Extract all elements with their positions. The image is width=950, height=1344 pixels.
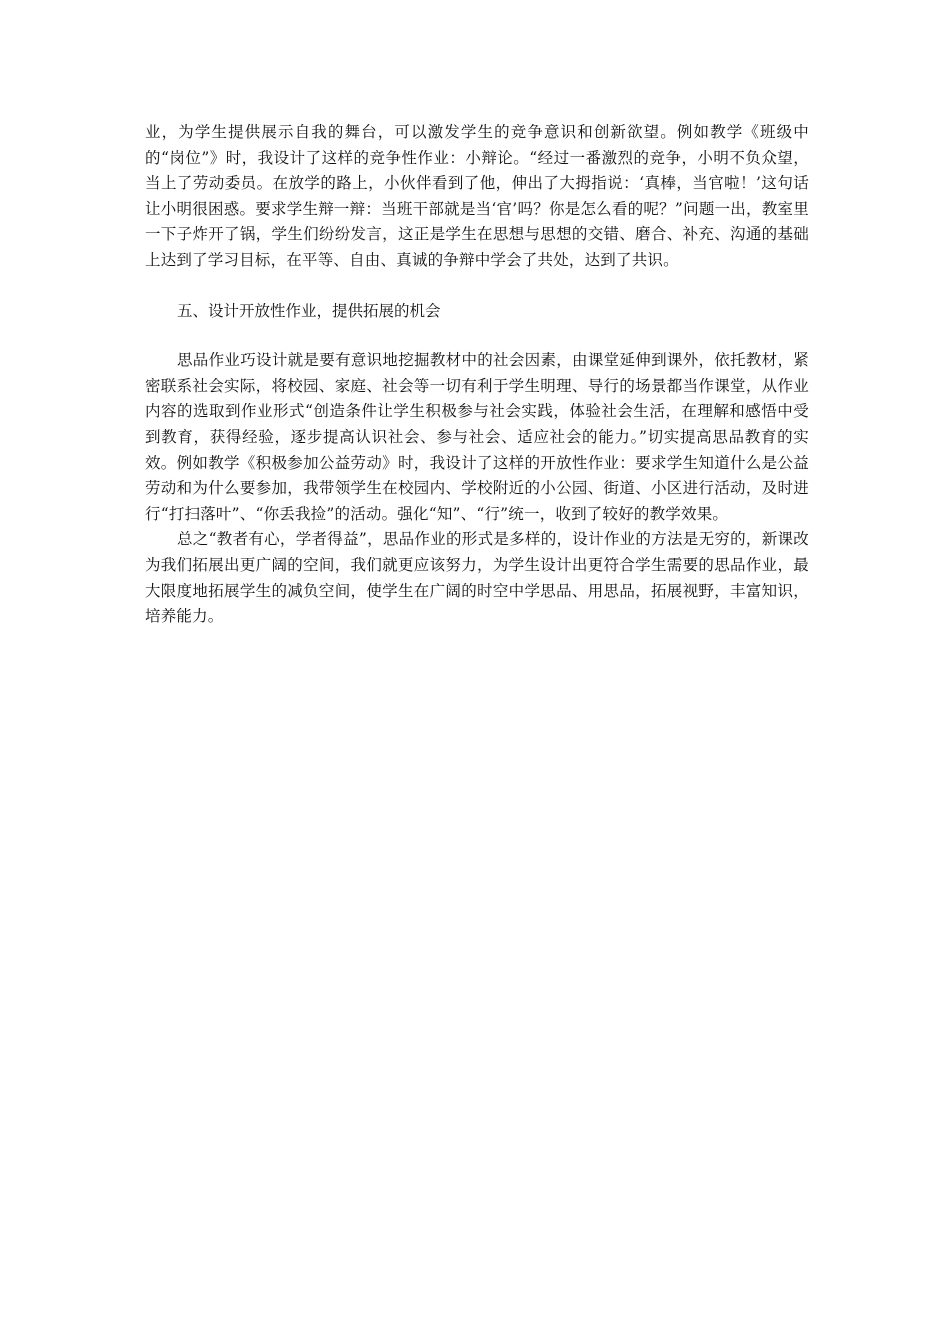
body-paragraph: 思品作业巧设计就是要有意识地挖掘教材中的社会因素，由课堂延伸到课外，依托教材，紧密联系社会实际，将校园、家庭、社会等一切有利于学生明理、导行的场景都当作课堂，从作业内容的选取到作业形式“创造条件让学生积极参与社会实践，体验社会生活，在理解和感悟中受到教育，获得经验，逐步提高认识社会、参与社会、适应社会的能力。”切实提高思品教育的实效。例如教学《积极参加公益劳动》时，我设计了这样的开放性作业：要求学生知道什么是公益劳动和为什么要参加，我带领学生在校园内、学校附近的小公园、街道、小区进行活动，及时进行“打扫落叶”、“你丢我捡”的活动。强化“知”、“行”统一，收到了较好的教学效果。 — [145, 351, 809, 523]
section-heading: 五、设计开放性作业，提供拓展的机会 — [177, 301, 441, 320]
body-paragraph-continued: 业，为学生提供展示自我的舞台，可以激发学生的竞争意识和创新欲望。例如教学《班级中的“岗位”》时，我设计了这样的竞争性作业：小辩论。“经过一番激烈的竞争，小明不负众望，当上了劳动委员。在放学的路上，小伙伴看到了他，伸出了大拇指说：‘真棒，当官啦！’这句话让小明很困惑。要求学生辩一辩：当班干部就是当‘官’吗？你是怎么看的呢？”问题一出，教室里一下子炸开了锅，学生们纷纷发言，这正是学生在思想与思想的交错、磨合、补充、沟通的基础上达到了学习目标，在平等、自由、真诚的争辩中学会了共处，达到了共识。 — [145, 123, 809, 269]
conclusion-paragraph: 总之“教者有心，学者得益”，思品作业的形式是多样的，设计作业的方法是无穷的，新课改为我们拓展出更广阔的空间，我们就更应该努力，为学生设计出更符合学生需要的思品作业，最大限度地拓展学生的减负空间，使学生在广阔的时空中学思品、用思品，拓展视野，丰富知识，培养能力。 — [145, 530, 809, 626]
document-page — [145, 120, 809, 630]
